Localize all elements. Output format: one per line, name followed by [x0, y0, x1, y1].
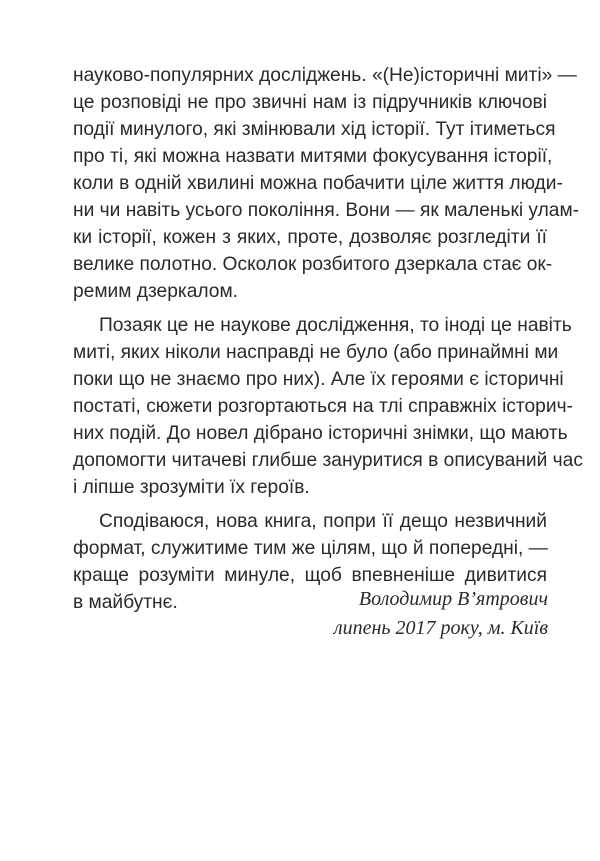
text-line: науково-популярних досліджень. «(Не)історичні миті» — — [73, 65, 577, 86]
text-line: ни чи навіть усього покоління. Вони — як маленькі улам- — [73, 200, 580, 221]
paragraph-spacer — [73, 501, 547, 508]
paragraph-spacer — [73, 305, 547, 312]
text-line: велике полотно. Осколок розбитого дзеркала стає ок- — [73, 254, 553, 275]
text-line: ки історії, кожен з яких, проте, дозволяє розгледіти її — [73, 227, 547, 248]
text-line: події минулого, які змінювали хід історії. Тут ітиметься — [73, 119, 556, 140]
text-line: про ті, які можна назвати митями фокусування історії, — [73, 146, 553, 167]
text-line: Сподіваюся, нова книга, попри її дещо незвичний — [99, 511, 547, 532]
signature-block — [334, 585, 548, 643]
text-line: це розповіді не про звичні нам із підручників ключові — [73, 92, 547, 113]
date-place: липень 2017 року, м. Київ — [333, 617, 548, 639]
body-text — [73, 62, 583, 616]
text-line: них подій. До новел дібрано історичні знімки, що мають — [73, 423, 568, 444]
text-line: миті, яких ніколи насправді не було (або принаймні ми — [73, 342, 559, 363]
text-line: формат, служитиме тим же цілям, що й попередні, — — [73, 538, 548, 559]
text-line: краще розуміти минуле, щоб впевненіше дивитися — [73, 565, 547, 586]
text-line: і ліпше зрозуміти їх героїв. — [73, 477, 310, 498]
paragraph-2 — [73, 312, 583, 501]
text-line: допомогти читачеві глибше зануритися в описуваний час — [73, 450, 583, 471]
paragraph-1 — [73, 62, 580, 305]
text-line: постаті, сюжети розгортаються на тлі справжніх історич- — [73, 396, 573, 417]
text-line: поки що не знаємо про них). Але їх героями є історичні — [73, 369, 564, 390]
text-line: Позаяк це не наукове дослідження, то іноді це навіть — [99, 315, 572, 336]
author-name: Володимир В’ятрович — [358, 588, 548, 610]
text-line: коли в одній хвилині можна побачити ціле життя люди- — [73, 173, 563, 194]
text-line: в майбутнє. — [73, 592, 178, 613]
text-line: ремим дзеркалом. — [73, 281, 238, 302]
